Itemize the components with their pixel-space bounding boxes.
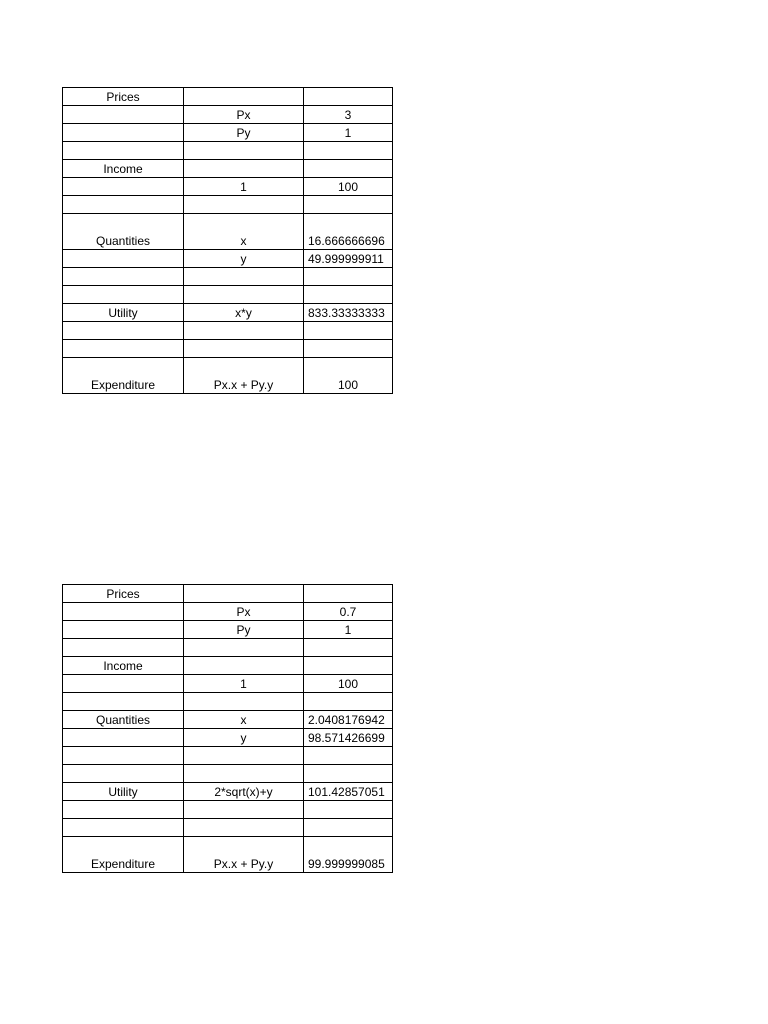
cell-key[interactable] bbox=[184, 196, 304, 214]
cell-value[interactable] bbox=[304, 639, 393, 657]
table-row bbox=[63, 250, 393, 268]
cell-value[interactable]: 99.999999085 bbox=[304, 837, 393, 873]
cell-label[interactable]: Prices bbox=[63, 585, 184, 603]
cell-value[interactable] bbox=[304, 322, 393, 340]
cell-label[interactable] bbox=[63, 142, 184, 160]
cell-value[interactable]: 49.999999911 bbox=[304, 250, 393, 268]
cell-value[interactable] bbox=[304, 142, 393, 160]
table-row bbox=[63, 837, 393, 873]
cell-label[interactable] bbox=[63, 178, 184, 196]
cell-label[interactable]: Prices bbox=[63, 88, 184, 106]
cell-label[interactable]: Income bbox=[63, 657, 184, 675]
cell-label[interactable]: Quantities bbox=[63, 711, 184, 729]
table-row bbox=[63, 675, 393, 693]
cell-label[interactable] bbox=[63, 639, 184, 657]
cell-value[interactable] bbox=[304, 765, 393, 783]
cell-label[interactable] bbox=[63, 693, 184, 711]
cell-value[interactable]: 1 bbox=[304, 621, 393, 639]
cell-key[interactable] bbox=[184, 693, 304, 711]
cell-key[interactable]: Px.x + Py.y bbox=[184, 837, 304, 873]
cell-key[interactable]: x bbox=[184, 711, 304, 729]
spreadsheet-table-1 bbox=[62, 87, 393, 394]
cell-key[interactable]: y bbox=[184, 250, 304, 268]
cell-value[interactable] bbox=[304, 286, 393, 304]
cell-label[interactable] bbox=[63, 747, 184, 765]
cell-label[interactable] bbox=[63, 729, 184, 747]
cell-value[interactable]: 100 bbox=[304, 675, 393, 693]
cell-value[interactable]: 100 bbox=[304, 178, 393, 196]
cell-key[interactable] bbox=[184, 340, 304, 358]
cell-value[interactable] bbox=[304, 268, 393, 286]
cell-key[interactable]: 2*sqrt(x)+y bbox=[184, 783, 304, 801]
cell-label[interactable] bbox=[63, 286, 184, 304]
cell-label[interactable] bbox=[63, 765, 184, 783]
cell-key[interactable] bbox=[184, 88, 304, 106]
cell-label[interactable]: Quantities bbox=[63, 214, 184, 250]
cell-key[interactable] bbox=[184, 747, 304, 765]
cell-value[interactable] bbox=[304, 196, 393, 214]
cell-value[interactable]: 100 bbox=[304, 358, 393, 394]
cell-key[interactable] bbox=[184, 142, 304, 160]
cell-value[interactable] bbox=[304, 340, 393, 358]
cell-key[interactable] bbox=[184, 639, 304, 657]
cell-label[interactable] bbox=[63, 340, 184, 358]
cell-value[interactable] bbox=[304, 693, 393, 711]
cell-key[interactable]: Px.x + Py.y bbox=[184, 358, 304, 394]
table-row bbox=[63, 801, 393, 819]
cell-label[interactable]: Utility bbox=[63, 783, 184, 801]
cell-label[interactable] bbox=[63, 819, 184, 837]
table-row bbox=[63, 358, 393, 394]
cell-key[interactable] bbox=[184, 585, 304, 603]
table-row bbox=[63, 106, 393, 124]
cell-key[interactable] bbox=[184, 268, 304, 286]
cell-label[interactable] bbox=[63, 801, 184, 819]
table-row bbox=[63, 765, 393, 783]
cell-label[interactable] bbox=[63, 322, 184, 340]
cell-label[interactable] bbox=[63, 675, 184, 693]
table-row bbox=[63, 603, 393, 621]
cell-key[interactable]: 1 bbox=[184, 178, 304, 196]
cell-label[interactable] bbox=[63, 124, 184, 142]
cell-value[interactable] bbox=[304, 801, 393, 819]
table-row bbox=[63, 178, 393, 196]
table-row bbox=[63, 142, 393, 160]
cell-label[interactable] bbox=[63, 196, 184, 214]
cell-value[interactable]: 1 bbox=[304, 124, 393, 142]
cell-label[interactable]: Expenditure bbox=[63, 358, 184, 394]
cell-key[interactable]: Py bbox=[184, 124, 304, 142]
cell-key[interactable] bbox=[184, 657, 304, 675]
table-row bbox=[63, 729, 393, 747]
cell-value[interactable] bbox=[304, 160, 393, 178]
table-row bbox=[63, 747, 393, 765]
cell-value[interactable] bbox=[304, 747, 393, 765]
cell-value[interactable]: 16.666666696 bbox=[304, 214, 393, 250]
cell-key[interactable]: x*y bbox=[184, 304, 304, 322]
table-row bbox=[63, 783, 393, 801]
cell-key[interactable] bbox=[184, 765, 304, 783]
cell-label[interactable]: Expenditure bbox=[63, 837, 184, 873]
table-row bbox=[63, 124, 393, 142]
cell-value[interactable]: 2.0408176942 bbox=[304, 711, 393, 729]
cell-label[interactable] bbox=[63, 603, 184, 621]
table-row bbox=[63, 196, 393, 214]
table-row bbox=[63, 693, 393, 711]
cell-value[interactable] bbox=[304, 585, 393, 603]
cell-value[interactable]: 833.33333333 bbox=[304, 304, 393, 322]
cell-label[interactable]: Income bbox=[63, 160, 184, 178]
cell-key[interactable] bbox=[184, 819, 304, 837]
cell-value[interactable] bbox=[304, 88, 393, 106]
table-row bbox=[63, 214, 393, 250]
cell-key[interactable]: x bbox=[184, 214, 304, 250]
table-row bbox=[63, 286, 393, 304]
spreadsheet-table-2 bbox=[62, 584, 393, 873]
cell-key[interactable] bbox=[184, 160, 304, 178]
table-row bbox=[63, 819, 393, 837]
cell-key[interactable]: Py bbox=[184, 621, 304, 639]
cell-key[interactable]: Px bbox=[184, 603, 304, 621]
cell-key[interactable]: y bbox=[184, 729, 304, 747]
cell-value[interactable]: 98.571426699 bbox=[304, 729, 393, 747]
cell-value[interactable] bbox=[304, 819, 393, 837]
cell-label[interactable] bbox=[63, 250, 184, 268]
table-row bbox=[63, 160, 393, 178]
table-row bbox=[63, 639, 393, 657]
cell-value[interactable]: 101.42857051 bbox=[304, 783, 393, 801]
cell-label[interactable] bbox=[63, 621, 184, 639]
cell-key[interactable] bbox=[184, 322, 304, 340]
cell-value[interactable]: 3 bbox=[304, 106, 393, 124]
table-row bbox=[63, 268, 393, 286]
cell-label[interactable] bbox=[63, 106, 184, 124]
cell-key[interactable]: Px bbox=[184, 106, 304, 124]
table-row bbox=[63, 621, 393, 639]
table-body bbox=[63, 585, 393, 873]
cell-key[interactable]: 1 bbox=[184, 675, 304, 693]
cell-key[interactable] bbox=[184, 286, 304, 304]
cell-value[interactable]: 0.7 bbox=[304, 603, 393, 621]
table-row bbox=[63, 585, 393, 603]
cell-key[interactable] bbox=[184, 801, 304, 819]
table-row bbox=[63, 88, 393, 106]
table-row bbox=[63, 657, 393, 675]
cell-value[interactable] bbox=[304, 657, 393, 675]
table-row bbox=[63, 304, 393, 322]
table-row bbox=[63, 322, 393, 340]
table-body bbox=[63, 88, 393, 394]
cell-label[interactable]: Utility bbox=[63, 304, 184, 322]
cell-label[interactable] bbox=[63, 268, 184, 286]
table-row bbox=[63, 711, 393, 729]
table-row bbox=[63, 340, 393, 358]
